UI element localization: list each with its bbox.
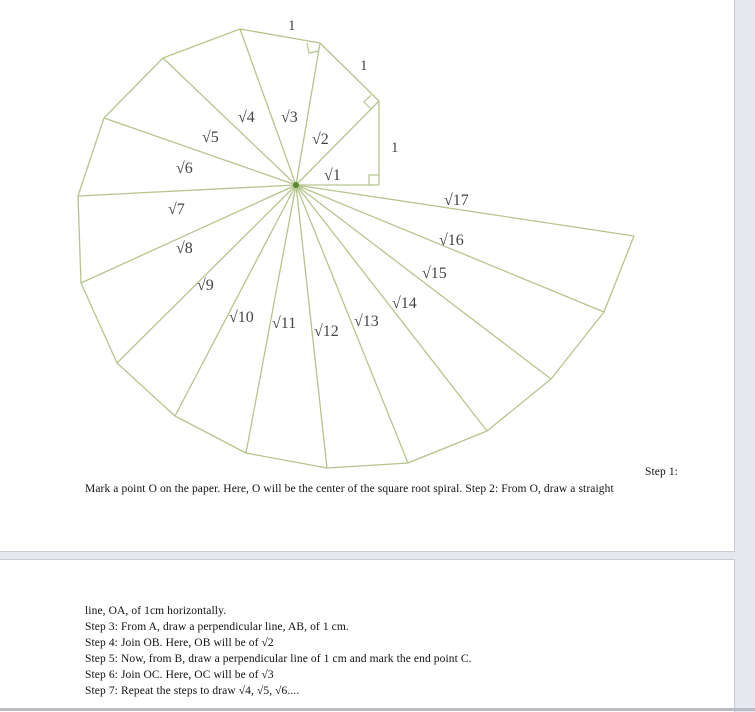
spiral-outer-segment bbox=[487, 379, 551, 431]
window-gutter bbox=[735, 0, 755, 711]
spiral-outer-segment bbox=[81, 283, 117, 363]
spiral-outer-segment bbox=[163, 29, 240, 58]
hypotenuse-label: √17 bbox=[444, 192, 469, 209]
spiral-outer-segment bbox=[78, 196, 81, 283]
step4-line: Step 4: Join OB. Here, OB will be of √2 bbox=[85, 637, 274, 649]
step6-line: Step 6: Join OC. Here, OC will be of √3 bbox=[85, 669, 274, 681]
hypotenuse-label: √1 bbox=[324, 167, 341, 184]
body-line-1: Mark a point O on the paper. Here, O will be the center of the square root spiral. Step 2: From O, draw a straight bbox=[85, 483, 614, 495]
hypotenuse-label: √4 bbox=[238, 109, 255, 126]
spiral-outer-segment bbox=[240, 29, 320, 43]
hypotenuse-label: √14 bbox=[392, 295, 417, 312]
spiral-outer-segment bbox=[246, 453, 327, 468]
spiral-outer-segment bbox=[78, 118, 104, 196]
spiral-spoke bbox=[81, 185, 296, 283]
spiral-spoke bbox=[296, 185, 408, 463]
body-line: line, OA, of 1cm horizontally. bbox=[85, 605, 227, 617]
right-angle-marker bbox=[307, 43, 319, 53]
hypotenuse-label: √6 bbox=[176, 160, 193, 177]
hypotenuse-label: √5 bbox=[202, 129, 219, 146]
spiral-outer-segment bbox=[104, 58, 163, 118]
spiral-outer-segment bbox=[175, 416, 246, 453]
unit-side-label: 1 bbox=[360, 58, 368, 74]
right-angle-marker bbox=[369, 175, 379, 185]
step5-line: Step 5: Now, from B, draw a perpendicular line of 1 cm and mark the end point C. bbox=[85, 653, 472, 665]
unit-side-label: 1 bbox=[288, 18, 296, 34]
unit-side-label: 1 bbox=[391, 140, 399, 156]
spiral-outer-segment bbox=[320, 43, 379, 101]
hypotenuse-label: √7 bbox=[168, 201, 185, 218]
spiral-spoke bbox=[175, 185, 296, 416]
right-angle-marker bbox=[364, 95, 371, 109]
spiral-spoke bbox=[240, 29, 296, 185]
hypotenuse-label: √2 bbox=[312, 131, 329, 148]
hypotenuse-label: √15 bbox=[422, 265, 447, 282]
step3-line: Step 3: From A, draw a perpendicular line, AB, of 1 cm. bbox=[85, 621, 349, 633]
spiral-outer-segment bbox=[604, 236, 634, 312]
hypotenuse-label: √12 bbox=[314, 323, 339, 340]
hypotenuse-label: √10 bbox=[229, 309, 254, 326]
step1-label: Step 1: bbox=[645, 466, 678, 478]
document-page-2 bbox=[0, 559, 735, 712]
center-point-o bbox=[293, 182, 299, 188]
spiral-outer-segment bbox=[408, 431, 487, 463]
spiral-spoke bbox=[78, 185, 296, 196]
hypotenuse-label: √3 bbox=[281, 109, 298, 126]
hypotenuse-label: √11 bbox=[272, 315, 297, 332]
hypotenuse-label: √8 bbox=[176, 240, 193, 257]
spiral-outer-segment bbox=[117, 363, 175, 416]
hypotenuse-label: √13 bbox=[354, 313, 379, 330]
spiral-outer-segment bbox=[327, 463, 408, 468]
hypotenuse-label: √9 bbox=[197, 277, 214, 294]
spiral-outer-segment bbox=[551, 312, 604, 379]
spiral-spoke bbox=[104, 118, 296, 185]
hypotenuse-label: √16 bbox=[439, 232, 464, 249]
step7-line: Step 7: Repeat the steps to draw √4, √5, √6.... bbox=[85, 685, 300, 697]
spiral-spoke bbox=[117, 185, 296, 363]
